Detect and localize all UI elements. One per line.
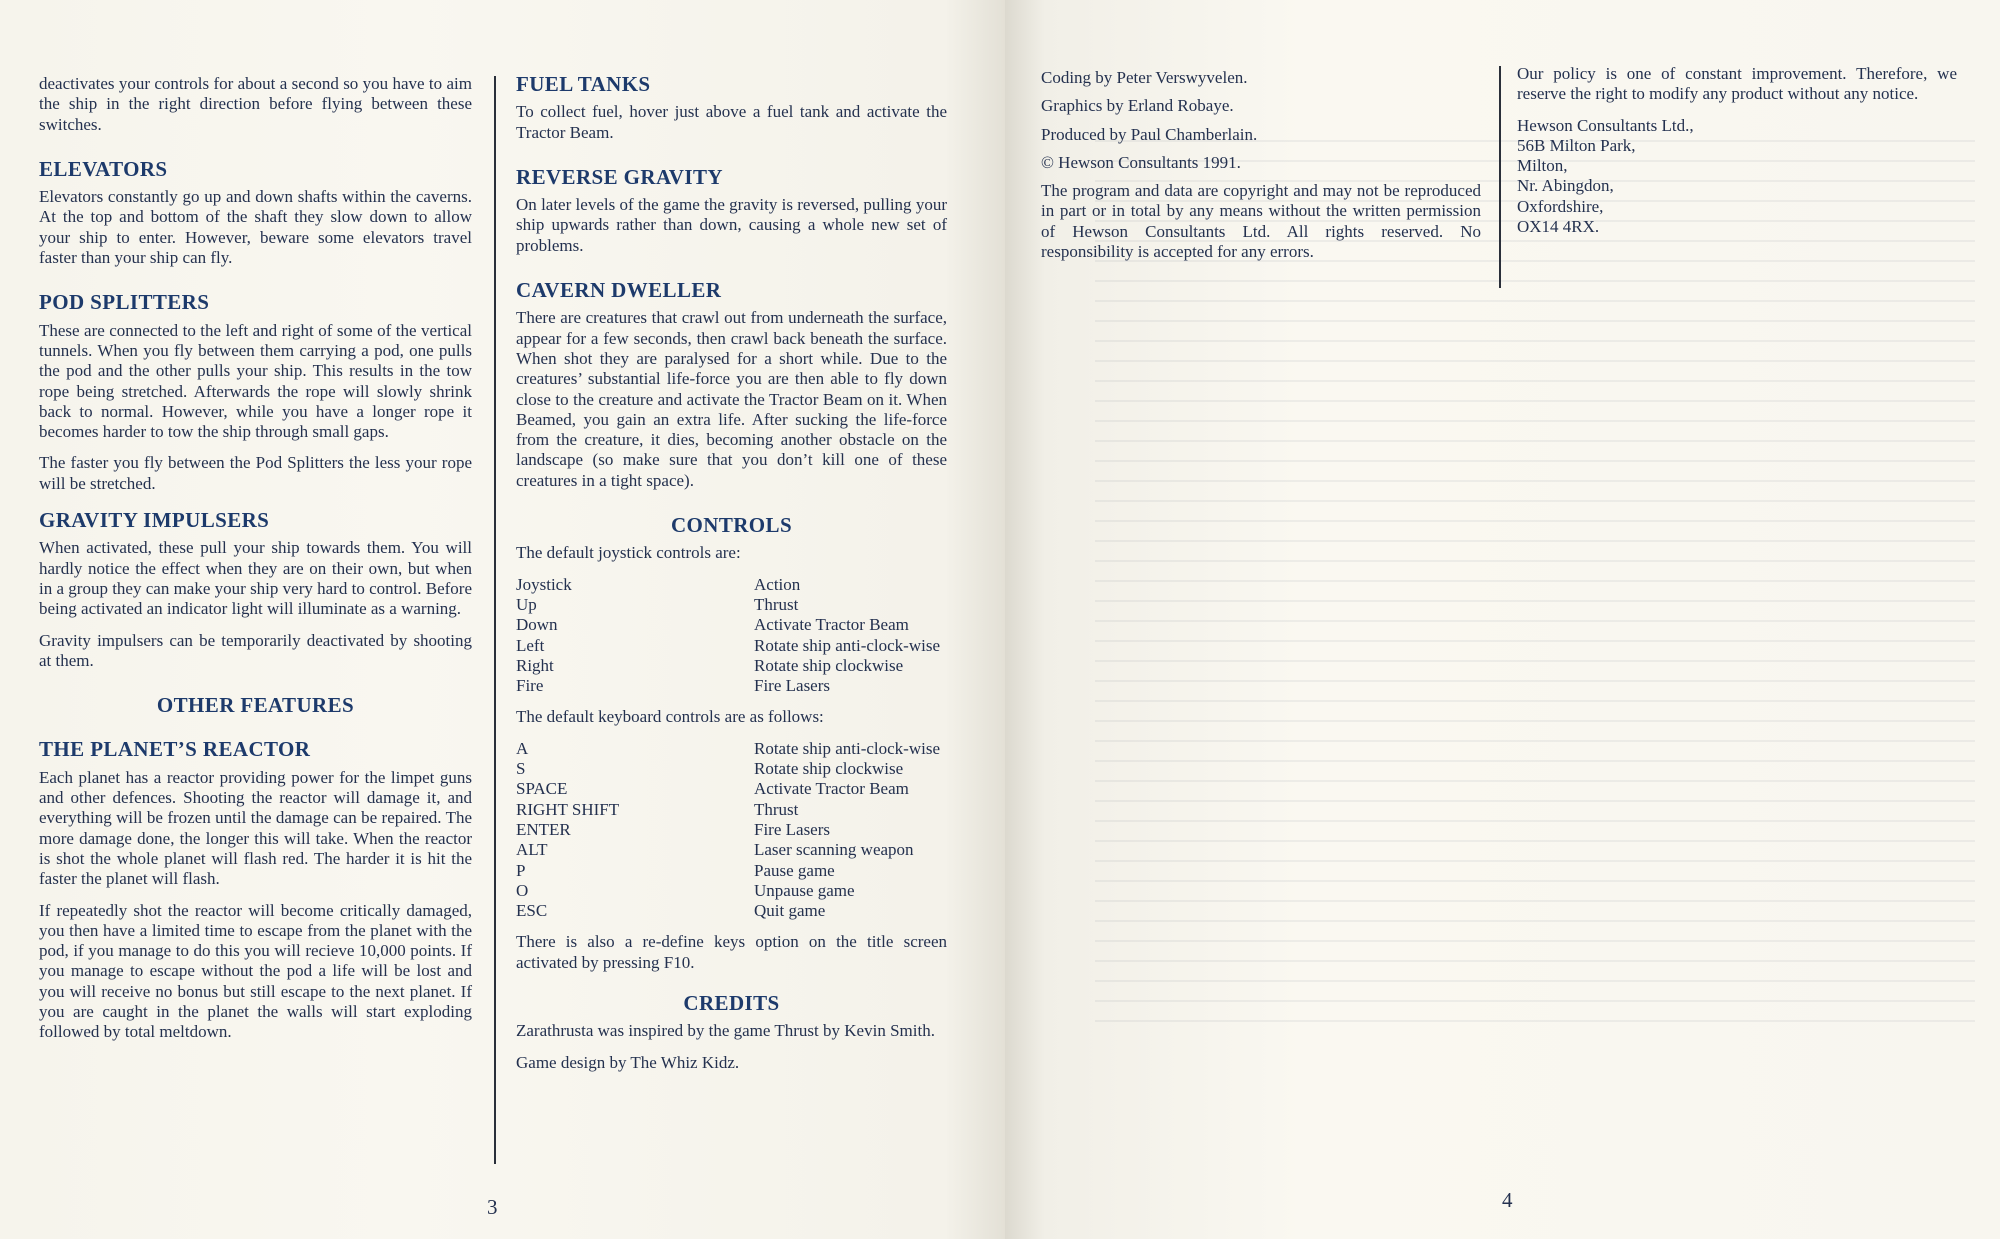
control-key: P (516, 860, 526, 880)
control-action: Unpause game (754, 880, 855, 900)
control-action: Rotate ship anti-clock-wise (754, 738, 941, 758)
credits-heading: CREDITS (683, 990, 780, 1015)
address-line: Oxfordshire, (1517, 196, 1604, 216)
column-divider-left-page (494, 76, 496, 1164)
page-number-right: 4 (1502, 1188, 1513, 1212)
address-line: Milton, (1517, 156, 1568, 176)
producer-credit: Produced by Paul Chamberlain. (1041, 124, 1258, 144)
control-key: Up (516, 594, 537, 614)
control-action: Rotate ship anti-clock-wise (754, 635, 941, 655)
copyright-line: © Hewson Consultants 1991. (1041, 152, 1241, 172)
left-column (39, 74, 472, 1054)
joystick-intro: The default joystick controls are: (516, 543, 741, 563)
pod-splitters-paragraph-2: The faster you fly between the Pod Splitters the less your rope will be stretched. (39, 453, 472, 493)
section-heading-fuel-tanks: FUEL TANKS (516, 72, 651, 96)
policy-paragraph: Our policy is one of constant improvement. Therefore, we reserve the right to modify any product without any notice. (1517, 64, 1957, 104)
elevators-paragraph: Elevators constantly go up and down shafts within the caverns. At the top and bottom of the shaft they slow down to allow your ship to enter. However, beware some elevators travel faster than your ship can fly. (39, 187, 472, 268)
control-key: Joystick (516, 574, 572, 594)
control-action: Fire Lasers (754, 819, 831, 839)
other-features-heading: OTHER FEATURES (156, 693, 355, 718)
control-key: Down (516, 615, 558, 635)
show-through-print (1095, 140, 1975, 1040)
middle-column (516, 74, 947, 1084)
address-line: OX14 4RX. (1517, 217, 1600, 237)
section-heading-reverse-gravity: REVERSE GRAVITY (516, 164, 723, 189)
joystick-controls-table (516, 575, 947, 697)
credits-paragraph-1: Zarathrusta was inspired by the game Thrust by Kevin Smith. (516, 1021, 935, 1041)
fuel-tanks-paragraph: To collect fuel, hover just above a fuel tank and activate the Tractor Beam. (516, 102, 947, 142)
controls-heading: CONTROLS (670, 513, 793, 538)
control-key: Fire (516, 676, 544, 696)
right-policy-column (1517, 64, 1957, 237)
address-line: Hewson Consultants Ltd., (1517, 115, 1694, 135)
control-action: Thrust (754, 799, 799, 819)
control-key: ESC (516, 901, 548, 921)
copyright-notice: The program and data are copyright and may not be reproduced in part or in total by any means without the written permission of Hewson Consultants Ltd. All rights reserved. No responsibility is accepted for any errors. (1041, 181, 1481, 262)
reactor-paragraph-1: Each planet has a reactor providing power for the limpet guns and other defences. Shooting the reactor will damage it, and everything will be frozen until the damage can be repaired. The more damage done, the longer this will take. When the reactor is shot the whole planet will flash red. The harder it is hit the faster the planet will flash. (39, 767, 472, 889)
column-divider-right-page (1499, 66, 1501, 288)
control-key: SPACE (516, 779, 568, 799)
control-action: Quit game (754, 901, 826, 921)
redefine-keys-note: There is also a re-define keys option on the title screen activated by pressing F10. (516, 932, 947, 972)
gravity-impulsers-paragraph-1: When activated, these pull your ship towards them. You will hardly notice the effect when they are on their own, but when in a group they can make your ship very hard to control. Before being activated an indicator light will illuminate as a warning. (39, 538, 472, 619)
intro-paragraph: deactivates your controls for about a second so you have to aim the ship in the right direction before flying between these switches. (39, 74, 472, 134)
control-key: S (516, 759, 526, 779)
address-line: 56B Milton Park, (1517, 135, 1636, 155)
pod-splitters-paragraph-1: These are connected to the left and right of some of the vertical tunnels. When you fly between them carrying a pod, one pulls the pod and the other pulls your ship. This results in the tow rope being stretched. Afterwards the rope will slowly shrink back to normal. However, while you have a longer rope it becomes harder to tow the ship through small gaps. (39, 320, 472, 442)
reverse-gravity-paragraph: On later levels of the game the gravity is reversed, pulling your ship upwards rather than down, causing a whole new set of problems. (516, 195, 947, 255)
section-heading-cavern-dweller: CAVERN DWELLER (516, 278, 722, 303)
control-action: Pause game (754, 860, 835, 880)
graphics-credit: Graphics by Erland Robaye. (1041, 96, 1234, 116)
control-action: Thrust (754, 594, 799, 614)
control-key: O (516, 880, 529, 900)
reactor-paragraph-2: If repeatedly shot the reactor will become critically damaged, you then have a limited time to escape from the planet with the pod, if you manage to do this you will recieve 10,000 points. If you manage to escape without the pod a life will be lost and you will receive no bonus but still escape to the next planet. If you are caught in the planet the walls will start exploding followed by total meltdown. (39, 900, 472, 1042)
section-heading-reactor: THE PLANET’S REACTOR (39, 737, 311, 762)
section-heading-pod-splitters: POD SPLITTERS (39, 290, 210, 315)
control-action: Activate Tractor Beam (754, 779, 909, 799)
address-line: Nr. Abingdon, (1517, 176, 1614, 196)
right-page (1005, 0, 2000, 1239)
control-key: Right (516, 655, 554, 675)
keyboard-intro: The default keyboard controls are as follows: (516, 707, 824, 727)
company-address (1517, 116, 1957, 238)
gravity-impulsers-paragraph-2: Gravity impulsers can be temporarily deactivated by shooting at them. (39, 630, 472, 670)
control-action: Activate Tractor Beam (754, 615, 909, 635)
right-credits-column (1041, 68, 1481, 273)
section-heading-gravity-impulsers: GRAVITY IMPULSERS (39, 508, 270, 533)
control-key: ENTER (516, 819, 571, 839)
keyboard-controls-table (516, 739, 947, 922)
control-key: A (516, 738, 529, 758)
coding-credit: Coding by Peter Verswyvelen. (1041, 68, 1248, 87)
control-action: Fire Lasers (754, 676, 831, 696)
control-action: Action (754, 574, 801, 594)
control-action: Laser scanning weapon (754, 840, 914, 860)
control-key: Left (516, 635, 545, 655)
control-key: ALT (516, 840, 548, 860)
control-key: RIGHT SHIFT (516, 799, 620, 819)
section-heading-elevators: ELEVATORS (39, 156, 168, 181)
cavern-dweller-paragraph: There are creatures that crawl out from underneath the surface, appear for a few seconds, then crawl back beneath the surface. When shot they are paralysed for a short while. Due to the creatures’ substantial life-force you are then able to fly down close to the creature and activate the Tractor Beam on it. When Beamed, you gain an extra life. After sucking the life-force from the creature, it dies, becoming another obstacle on the landscape (so make sure that you don’t kill one of these creatures in a tight space). (516, 308, 947, 490)
control-action: Rotate ship clockwise (754, 655, 904, 675)
control-action: Rotate ship clockwise (754, 759, 904, 779)
credits-paragraph-2: Game design by The Whiz Kidz. (516, 1052, 740, 1072)
page-number-left: 3 (487, 1195, 498, 1219)
